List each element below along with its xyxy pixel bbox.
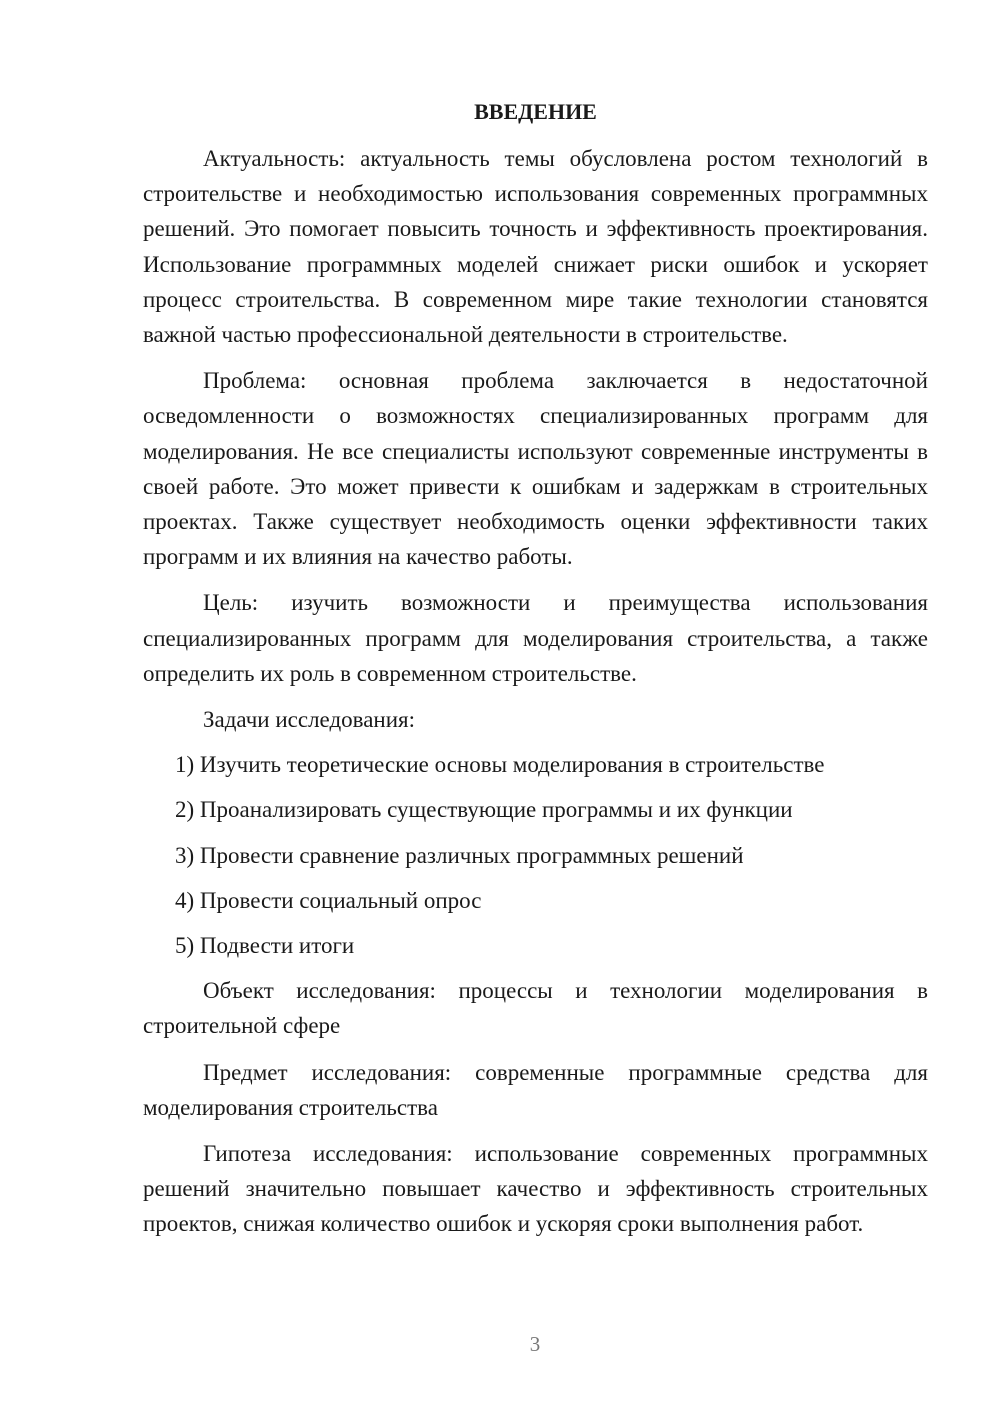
tasks-list [143, 747, 928, 963]
subject-paragraph: Предмет исследования: современные программные средства для моделирования строительства [143, 1059, 928, 1120]
page-number: 3 [529, 1332, 541, 1356]
list-item: 1) Изучить теоретические основы моделирования в строительстве [175, 752, 825, 778]
object-paragraph: Объект исследования: процессы и технологии моделирования в строительной сфере [143, 978, 928, 1039]
list-item: 3) Провести сравнение различных программных решений [175, 842, 744, 868]
problem-paragraph: Проблема: основная проблема заключается в недостаточной осведомленности о возможностях специализированных программ для моделирования. Не все специалисты используют современные инструменты в своей работе. Это может привести к ошибкам и задержкам в строительных проектах. Также существует необходимость оценки эффективности таких программ и их влияния на качество работы. [143, 368, 928, 570]
page-title: ВВЕДЕНИЕ [474, 99, 597, 124]
relevance-paragraph: Актуальность: актуальность темы обусловлена ростом технологий в строительстве и необходимостью использования современных программных решений. Это помогает повысить точность и эффективность проектирования. Использование программных моделей снижает риски ошибок и ускоряет процесс строительства. В современном мире такие технологии становятся важной частью профессиональной деятельности в строительстве. [143, 146, 928, 348]
goal-paragraph: Цель: изучить возможности и преимущества использования специализированных программ для моделирования строительства, а также определить их роль в современном строительстве. [143, 590, 928, 686]
tasks-heading: Задачи исследования: [203, 707, 416, 733]
hypothesis-paragraph: Гипотеза исследования: использование современных программных решений значительно повышает качество и эффективность строительных проектов, снижая количество ошибок и ускоряя сроки выполнения работ. [143, 1141, 928, 1237]
list-item: 5) Подвести итоги [175, 933, 355, 959]
page-content [143, 94, 928, 1253]
list-item: 2) Проанализировать существующие программы и их функции [175, 797, 793, 823]
list-item: 4) Провести социальный опрос [175, 887, 482, 913]
